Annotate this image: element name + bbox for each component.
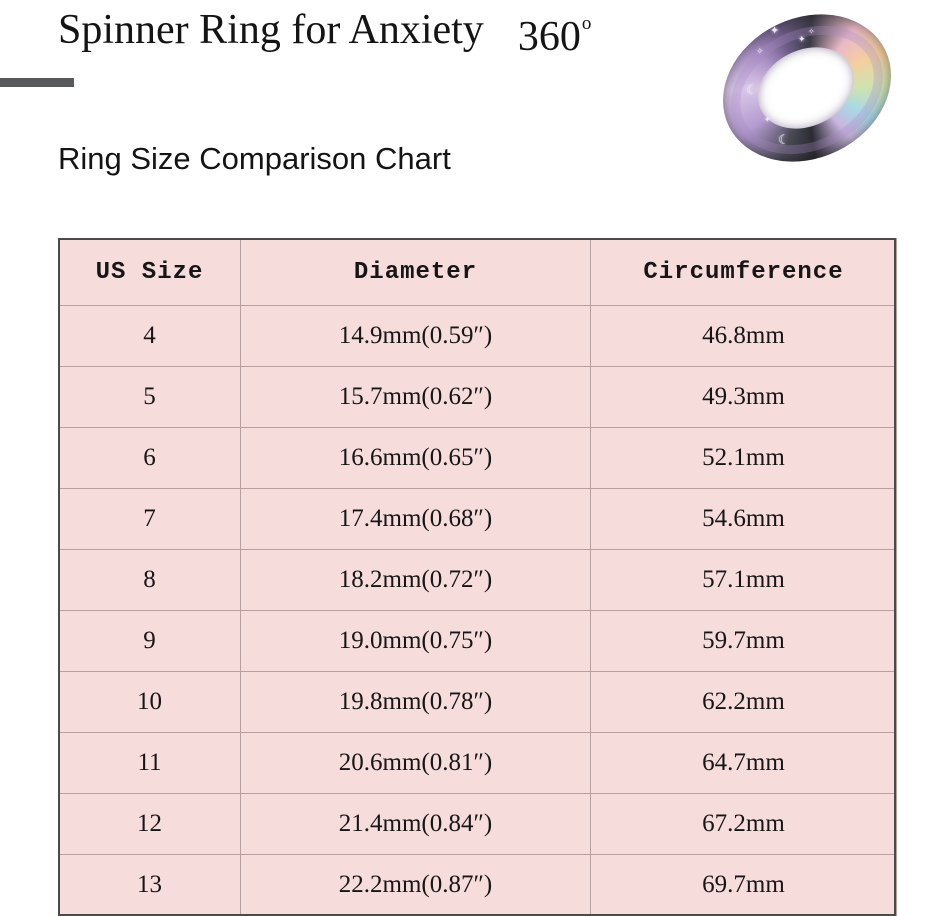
moon-icon: ☾ xyxy=(746,82,758,97)
cell-diameter: 19.8mm(0.78″) xyxy=(241,672,591,733)
cell-us-size: 6 xyxy=(59,428,241,489)
column-header-circumference: Circumference xyxy=(591,239,897,306)
cell-diameter: 17.4mm(0.68″) xyxy=(241,489,591,550)
title-row xyxy=(58,2,590,65)
star-icon: ✦ xyxy=(798,34,806,44)
spinner-ring-image xyxy=(712,10,902,180)
table-row xyxy=(59,733,897,794)
cell-us-size: 7 xyxy=(59,489,241,550)
cell-circumference: 69.7mm xyxy=(591,855,897,916)
cell-diameter: 16.6mm(0.65″) xyxy=(241,428,591,489)
star-icon: ✦ xyxy=(770,25,780,37)
table-row xyxy=(59,367,897,428)
cell-diameter: 20.6mm(0.81″) xyxy=(241,733,591,794)
cell-diameter: 22.2mm(0.87″) xyxy=(241,855,591,916)
cell-us-size: 4 xyxy=(59,306,241,367)
chart-subtitle: Ring Size Comparison Chart xyxy=(58,141,451,176)
cell-us-size: 11 xyxy=(59,733,241,794)
cell-circumference: 62.2mm xyxy=(591,672,897,733)
cell-circumference: 49.3mm xyxy=(591,367,897,428)
cell-diameter: 18.2mm(0.72″) xyxy=(241,550,591,611)
cell-circumference: 64.7mm xyxy=(591,733,897,794)
ring-size-table-wrapper xyxy=(58,238,896,916)
cell-us-size: 13 xyxy=(59,855,241,916)
cell-us-size: 5 xyxy=(59,367,241,428)
degree-symbol: o xyxy=(581,13,592,34)
table-row xyxy=(59,611,897,672)
table-body xyxy=(59,306,897,916)
cell-diameter: 21.4mm(0.84″) xyxy=(241,794,591,855)
column-header-diameter: Diameter xyxy=(241,239,591,306)
cell-us-size: 12 xyxy=(59,794,241,855)
table-row xyxy=(59,672,897,733)
star-icon: ✧ xyxy=(808,27,815,36)
table-row xyxy=(59,550,897,611)
cell-diameter: 14.9mm(0.59″) xyxy=(241,306,591,367)
table-row xyxy=(59,794,897,855)
cell-us-size: 8 xyxy=(59,550,241,611)
cell-circumference: 59.7mm xyxy=(591,611,897,672)
table-row xyxy=(59,489,897,550)
column-header-us-size: US Size xyxy=(59,239,241,306)
cell-circumference: 57.1mm xyxy=(591,550,897,611)
table-row xyxy=(59,855,897,916)
cell-circumference: 46.8mm xyxy=(591,306,897,367)
rotation-badge xyxy=(518,2,591,65)
table-header-row xyxy=(59,239,897,306)
ring-size-table xyxy=(58,238,897,916)
cell-diameter: 15.7mm(0.62″) xyxy=(241,367,591,428)
cell-diameter: 19.0mm(0.75″) xyxy=(241,611,591,672)
star-icon: ✦ xyxy=(764,115,771,124)
table-row xyxy=(59,428,897,489)
cell-us-size: 10 xyxy=(59,672,241,733)
cell-us-size: 9 xyxy=(59,611,241,672)
table-row xyxy=(59,306,897,367)
cell-circumference: 52.1mm xyxy=(591,428,897,489)
cell-circumference: 67.2mm xyxy=(591,794,897,855)
title-underline-rule xyxy=(0,78,74,87)
cell-circumference: 54.6mm xyxy=(591,489,897,550)
page-title: Spinner Ring for Anxiety xyxy=(58,7,484,53)
header xyxy=(0,0,952,200)
table-header xyxy=(59,239,897,306)
moon-icon: ☾ xyxy=(778,132,790,147)
star-icon: ✧ xyxy=(756,46,764,56)
rotation-badge-value: 360 xyxy=(517,14,581,60)
